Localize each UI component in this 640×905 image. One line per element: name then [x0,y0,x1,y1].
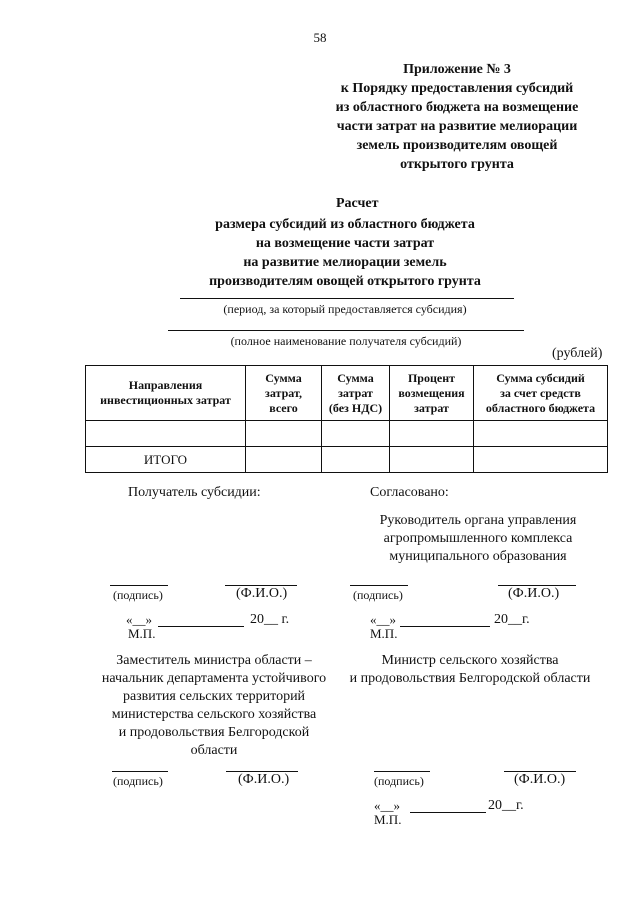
position-line: агропромышленного комплекса [383,531,573,546]
position-line: развития сельских территорий [122,689,306,704]
stamp-label: М.П. [374,812,402,827]
header-text: Процент [407,370,456,385]
appendix-block [300,60,614,174]
header-text: всего [269,400,298,415]
header-text: затрат, [265,385,302,400]
date-quote: «__» [374,798,400,813]
deputy-position [100,652,328,760]
position-line: министерства сельского хозяйства [111,707,317,722]
position-line: Министр сельского хозяйства [381,653,559,668]
heading-line: размера субсидий из областного бюджета [215,217,475,232]
date-month-line [400,626,490,627]
heading-block [170,215,520,291]
table-total-row [86,447,608,473]
page-number: 58 [313,30,327,45]
signature-caption: (подпись) [113,588,163,602]
header-text: Направления [128,378,203,392]
appendix-title: Приложение № 3 [403,62,511,77]
appendix-line: из областного бюджета на возмещение [335,100,579,115]
header-text: возмещения [398,385,465,400]
signature-caption: (подпись) [374,774,424,788]
fio-caption: (Ф.И.О.) [514,772,566,787]
signature-line [374,771,430,772]
table-cell [390,447,474,473]
signature-line [350,585,408,586]
date-month-line [410,812,486,813]
position-line: области [190,743,238,758]
fio-caption: (Ф.И.О.) [508,586,560,601]
signature-caption: (подпись) [113,774,163,788]
table-cell [86,421,246,447]
period-caption: (период, за который предоставляется субсидия) [223,302,467,316]
heading-title: Расчет [336,196,379,211]
heading-line: на развитие мелиорации земель [243,255,447,270]
subsidy-table [85,365,608,473]
recipient-title: Получатель субсидии: [128,485,261,500]
signature-line [110,585,168,586]
agreed-position [348,512,608,566]
date-month-line [158,626,244,627]
table-header-cell [86,366,246,421]
date-year: 20__ г. [250,612,290,627]
position-line: Заместитель министра области – [116,653,312,668]
header-text: инвестиционных затрат [100,393,231,407]
header-text: областного бюджета [485,400,596,415]
table-cell [322,421,390,447]
position-line: и продовольствия Белгородской области [349,671,591,686]
fio-caption: (Ф.И.О.) [238,772,290,787]
table-cell [474,447,608,473]
recipient-line [168,330,524,331]
date-quote: «__» [370,612,396,627]
appendix-line: земель производителям овощей [356,138,558,153]
appendix-line: к Порядку предоставления субсидий [340,81,574,96]
table-total-label: ИТОГО [86,447,246,473]
position-line: начальник департамента устойчивого [101,671,327,686]
stamp-label: М.П. [128,626,156,641]
position-line: Руководитель органа управления [379,513,577,528]
table-header-row [86,366,608,421]
header-text: Сумма субсидий [496,370,585,385]
header-text: за счет средств [500,385,581,400]
position-line: муниципального образования [389,549,567,564]
units-label: (рублей) [552,346,603,361]
header-text: Сумма [337,370,374,385]
position-line: и продовольствия Белгородской [118,725,310,740]
table-header-cell [474,366,608,421]
stamp-label: М.П. [370,626,398,641]
table-cell [390,421,474,447]
table-cell [474,421,608,447]
heading-line: производителям овощей открытого грунта [209,274,481,289]
period-line [180,298,514,299]
signature-line [112,771,168,772]
recipient-caption: (полное наименование получателя субсидий) [230,334,462,348]
header-text: (без НДС) [328,400,383,415]
table-header-cell [322,366,390,421]
appendix-line: открытого грунта [400,157,514,172]
signature-caption: (подпись) [353,588,403,602]
table-cell [246,421,322,447]
table-cell [322,447,390,473]
header-text: Сумма [265,370,302,385]
table-cell [246,447,322,473]
appendix-line: части затрат на развитие мелиорации [336,119,578,134]
agreed-title: Согласовано: [370,485,449,500]
date-quote: «__» [126,612,152,627]
table-header-cell [390,366,474,421]
date-year: 20__г. [488,798,524,813]
header-text: затрат [414,400,449,415]
table-row [86,421,608,447]
heading-line: на возмещение части затрат [255,236,435,251]
table-header-cell [246,366,322,421]
header-text: затрат [338,385,373,400]
minister-position [340,652,600,688]
fio-caption: (Ф.И.О.) [236,586,288,601]
date-year: 20__г. [494,612,530,627]
